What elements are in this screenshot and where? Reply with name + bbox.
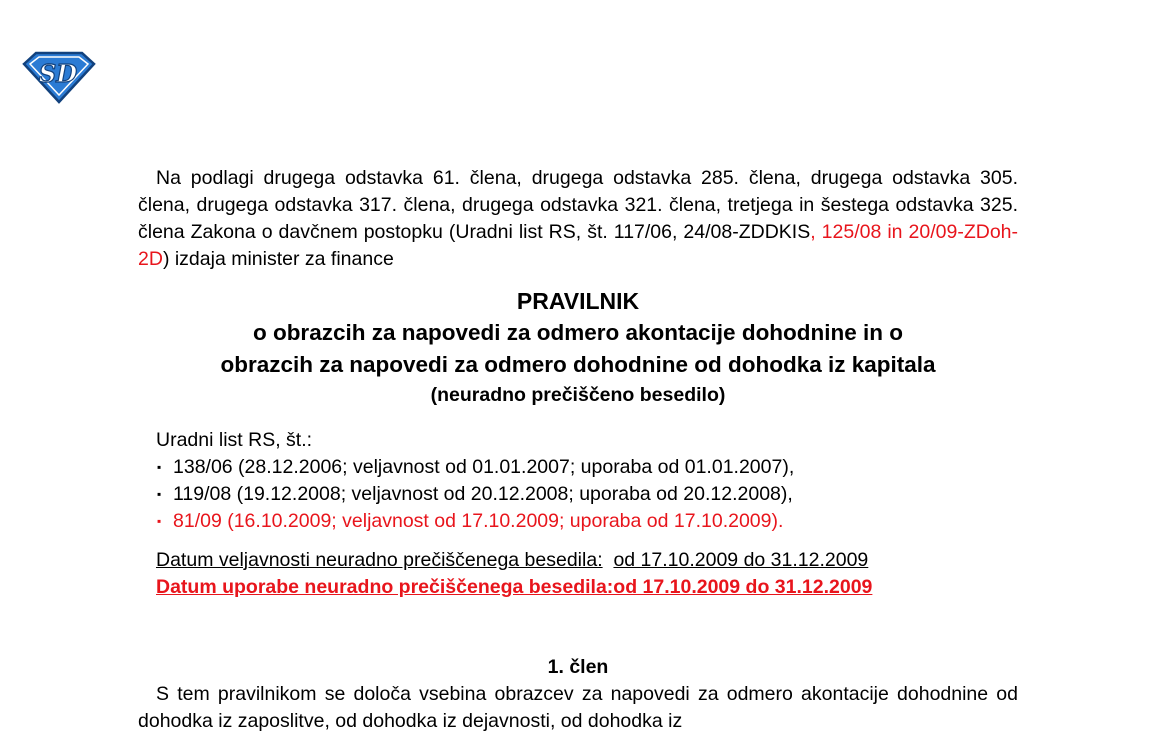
document-body (138, 165, 1018, 735)
article-text: S tem pravilnikom se določa vsebina obrazcev za napovedi za odmero akontacije dohodnine od dohodka iz zaposlitve, od dohodka iz dejavnosti, od dohodka iz (138, 683, 1018, 732)
title-note: (neuradno prečiščeno besedilo) (430, 384, 726, 406)
gazette-item-text: 81/09 (16.10.2009; veljavnost od 17.10.2009; uporaba od 17.10.2009). (173, 510, 784, 532)
gazette-item (156, 481, 1018, 508)
title-line-2: obrazcih za napovedi za odmero dohodnine od dohodka iz kapitala (220, 352, 936, 377)
bullet-icon: ▪ (157, 514, 162, 528)
intro-paragraph (138, 165, 1018, 273)
gazette-label: Uradni list RS, št.: (156, 429, 313, 451)
dates-block (156, 547, 1018, 601)
gazette-item (156, 454, 1018, 481)
gazette-item-text: 138/06 (28.12.2006; veljavnost od 01.01.2007; uporaba od 01.01.2007), (173, 456, 795, 478)
gazette-list (156, 454, 1018, 535)
article-title: 1. člen (547, 656, 609, 678)
document-title (138, 286, 1018, 409)
validity-label: Datum veljavnosti neuradno prečiščenega besedila: (156, 549, 603, 571)
title-heading: PRAVILNIK (516, 288, 640, 314)
bullet-icon: ▪ (157, 460, 162, 474)
gazette-item-text: 119/08 (19.12.2008; veljavnost od 20.12.2008; uporaba od 20.12.2008), (173, 483, 793, 505)
sd-logo (22, 50, 96, 104)
intro-main-text: Na podlagi drugega odstavka 61. člena, drugega odstavka 285. člena, drugega odstavka 305. člena, drugega odstavka 317. člena, drugega odstavka 321. člena, tretjega in šestega odstavka 325. člena Zakona o davčnem postopku (Uradni list RS, št. 117/06, 24/08-ZDDKIS (138, 167, 1018, 243)
application-line: Datum uporabe neuradno prečiščenega besedila:od 17.10.2009 do 31.12.2009 (156, 576, 873, 598)
gazette-block (156, 427, 1018, 535)
intro-end-text: ) izdaja minister za finance (162, 248, 394, 270)
validity-value: od 17.10.2009 do 31.12.2009 (613, 549, 869, 571)
intro-red-text: , 125/08 in 20/09-ZDoh-2D (138, 221, 1018, 270)
bullet-icon: ▪ (157, 487, 162, 501)
logo-text: SD (38, 59, 78, 88)
validity-line (156, 547, 1018, 574)
gazette-item (156, 508, 1018, 535)
title-line-1: o obrazcih za napovedi za odmero akontacije dohodnine in o (252, 320, 904, 345)
